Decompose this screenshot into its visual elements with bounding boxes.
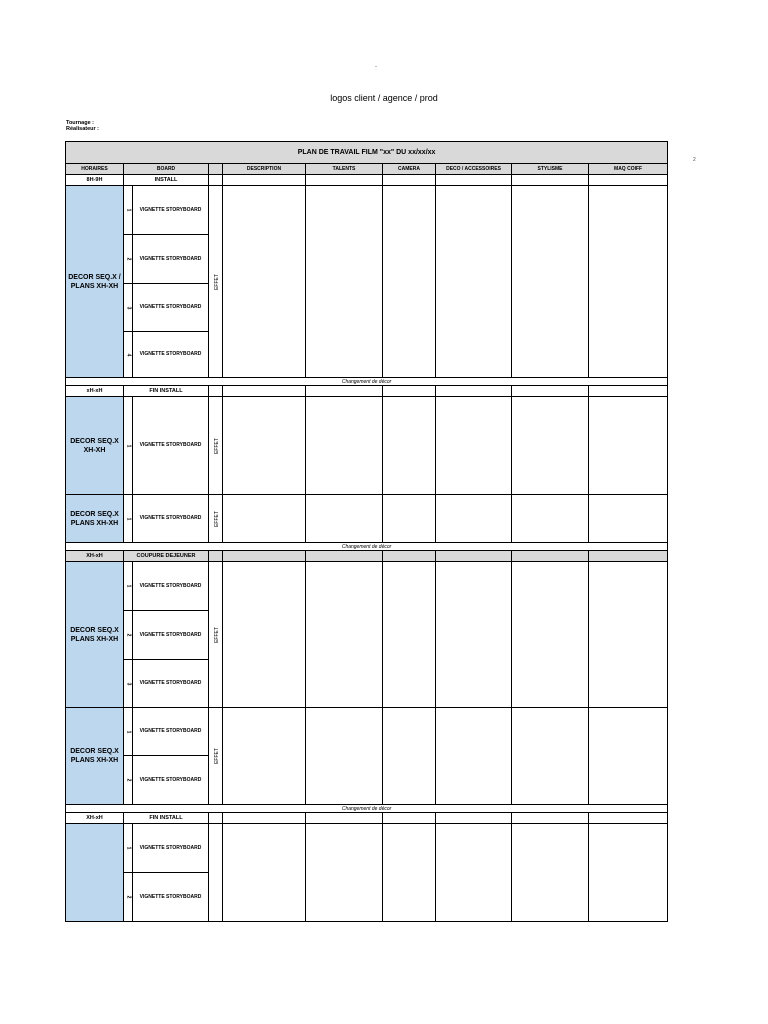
board-cell: INSTALL [124, 175, 209, 186]
shot-number: 2 [124, 873, 133, 922]
shot-number: 3 [124, 660, 133, 708]
realisateur-label: Réalisateur : [66, 126, 100, 132]
table-row [66, 824, 668, 873]
work-plan-table [65, 141, 668, 922]
table-row [66, 495, 668, 543]
shot-number: 1 [124, 397, 133, 495]
effet-cell: EFFET [209, 186, 223, 378]
header-row [66, 164, 668, 175]
vignette-cell: VIGNETTE STORYBOARD [133, 708, 209, 756]
logos-placeholder: logos client / agence / prod [330, 93, 438, 103]
table-row [66, 708, 668, 756]
effet-cell: EFFET [209, 708, 223, 805]
time-cell: XH-xH [66, 551, 124, 562]
shot-number: 4 [124, 332, 133, 378]
decor-label: DECOR SEQ.X PLANS XH-XH [66, 495, 124, 543]
vignette-cell: VIGNETTE STORYBOARD [133, 495, 209, 543]
col-description: DESCRIPTION [223, 164, 306, 175]
table-title: PLAN DE TRAVAIL FILM "xx" DU xx/xx/xx [66, 142, 668, 164]
col-maq-coiff: MAQ COIFF [589, 164, 668, 175]
col-stylisme: STYLISME [512, 164, 589, 175]
shot-number: 1 [124, 495, 133, 543]
change-row [66, 805, 668, 813]
time-cell: 8H-9H [66, 175, 124, 186]
decor-label: DECOR SEQ.X / PLANS XH-XH [66, 186, 124, 378]
shot-number: 1 [124, 708, 133, 756]
vignette-cell: VIGNETTE STORYBOARD [133, 611, 209, 660]
vignette-cell: VIGNETTE STORYBOARD [133, 284, 209, 332]
table-row [66, 562, 668, 611]
change-label: Changement de décor [66, 805, 668, 813]
vignette-cell: VIGNETTE STORYBOARD [133, 873, 209, 922]
shot-number: 2 [124, 756, 133, 805]
decor-label [66, 824, 124, 922]
col-horaires: HORAIRES [66, 164, 124, 175]
col-effet [209, 164, 223, 175]
vignette-cell: VIGNETTE STORYBOARD [133, 235, 209, 284]
vignette-cell: VIGNETTE STORYBOARD [133, 824, 209, 873]
decor-label: DECOR SEQ.X XH-XH [66, 397, 124, 495]
tournage-label: Tournage : [66, 120, 95, 126]
col-talents: TALENTS [306, 164, 383, 175]
vignette-cell: VIGNETTE STORYBOARD [133, 562, 209, 611]
col-deco: DECO / ACCESSOIRES [436, 164, 512, 175]
change-label: Changement de décor [66, 378, 668, 386]
vignette-cell: VIGNETTE STORYBOARD [133, 332, 209, 378]
col-camera: CAMERA [383, 164, 436, 175]
decor-label: DECOR SEQ.X PLANS XH-XH [66, 562, 124, 708]
board-cell: FIN INSTALL [124, 813, 209, 824]
table-row [66, 186, 668, 235]
shot-number: 1 [124, 186, 133, 235]
effet-cell: EFFET [209, 397, 223, 495]
col-board: BOARD [124, 164, 209, 175]
shot-number: 1 [124, 562, 133, 611]
time-cell: XH-xH [66, 813, 124, 824]
shot-number: 2 [124, 235, 133, 284]
effet-cell: EFFET [209, 562, 223, 708]
vignette-cell: VIGNETTE STORYBOARD [133, 756, 209, 805]
top-mark: - [375, 64, 377, 70]
vignette-cell: VIGNETTE STORYBOARD [133, 186, 209, 235]
board-cell: COUPURE DEJEUNER [124, 551, 209, 562]
table-row [66, 397, 668, 495]
side-mark: 2 [693, 157, 696, 163]
table-row [66, 175, 668, 186]
effet-cell: EFFET [209, 495, 223, 543]
table-row [66, 551, 668, 562]
change-row [66, 378, 668, 386]
vignette-cell: VIGNETTE STORYBOARD [133, 397, 209, 495]
vignette-cell: VIGNETTE STORYBOARD [133, 660, 209, 708]
shot-number: 2 [124, 611, 133, 660]
change-label: Changement de décor [66, 543, 668, 551]
table-row [66, 386, 668, 397]
shot-number: 1 [124, 824, 133, 873]
time-cell: xH-xH [66, 386, 124, 397]
change-row [66, 543, 668, 551]
decor-label: DECOR SEQ.X PLANS XH-XH [66, 708, 124, 805]
board-cell: FIN INSTALL [124, 386, 209, 397]
shot-number: 3 [124, 284, 133, 332]
table-row [66, 813, 668, 824]
